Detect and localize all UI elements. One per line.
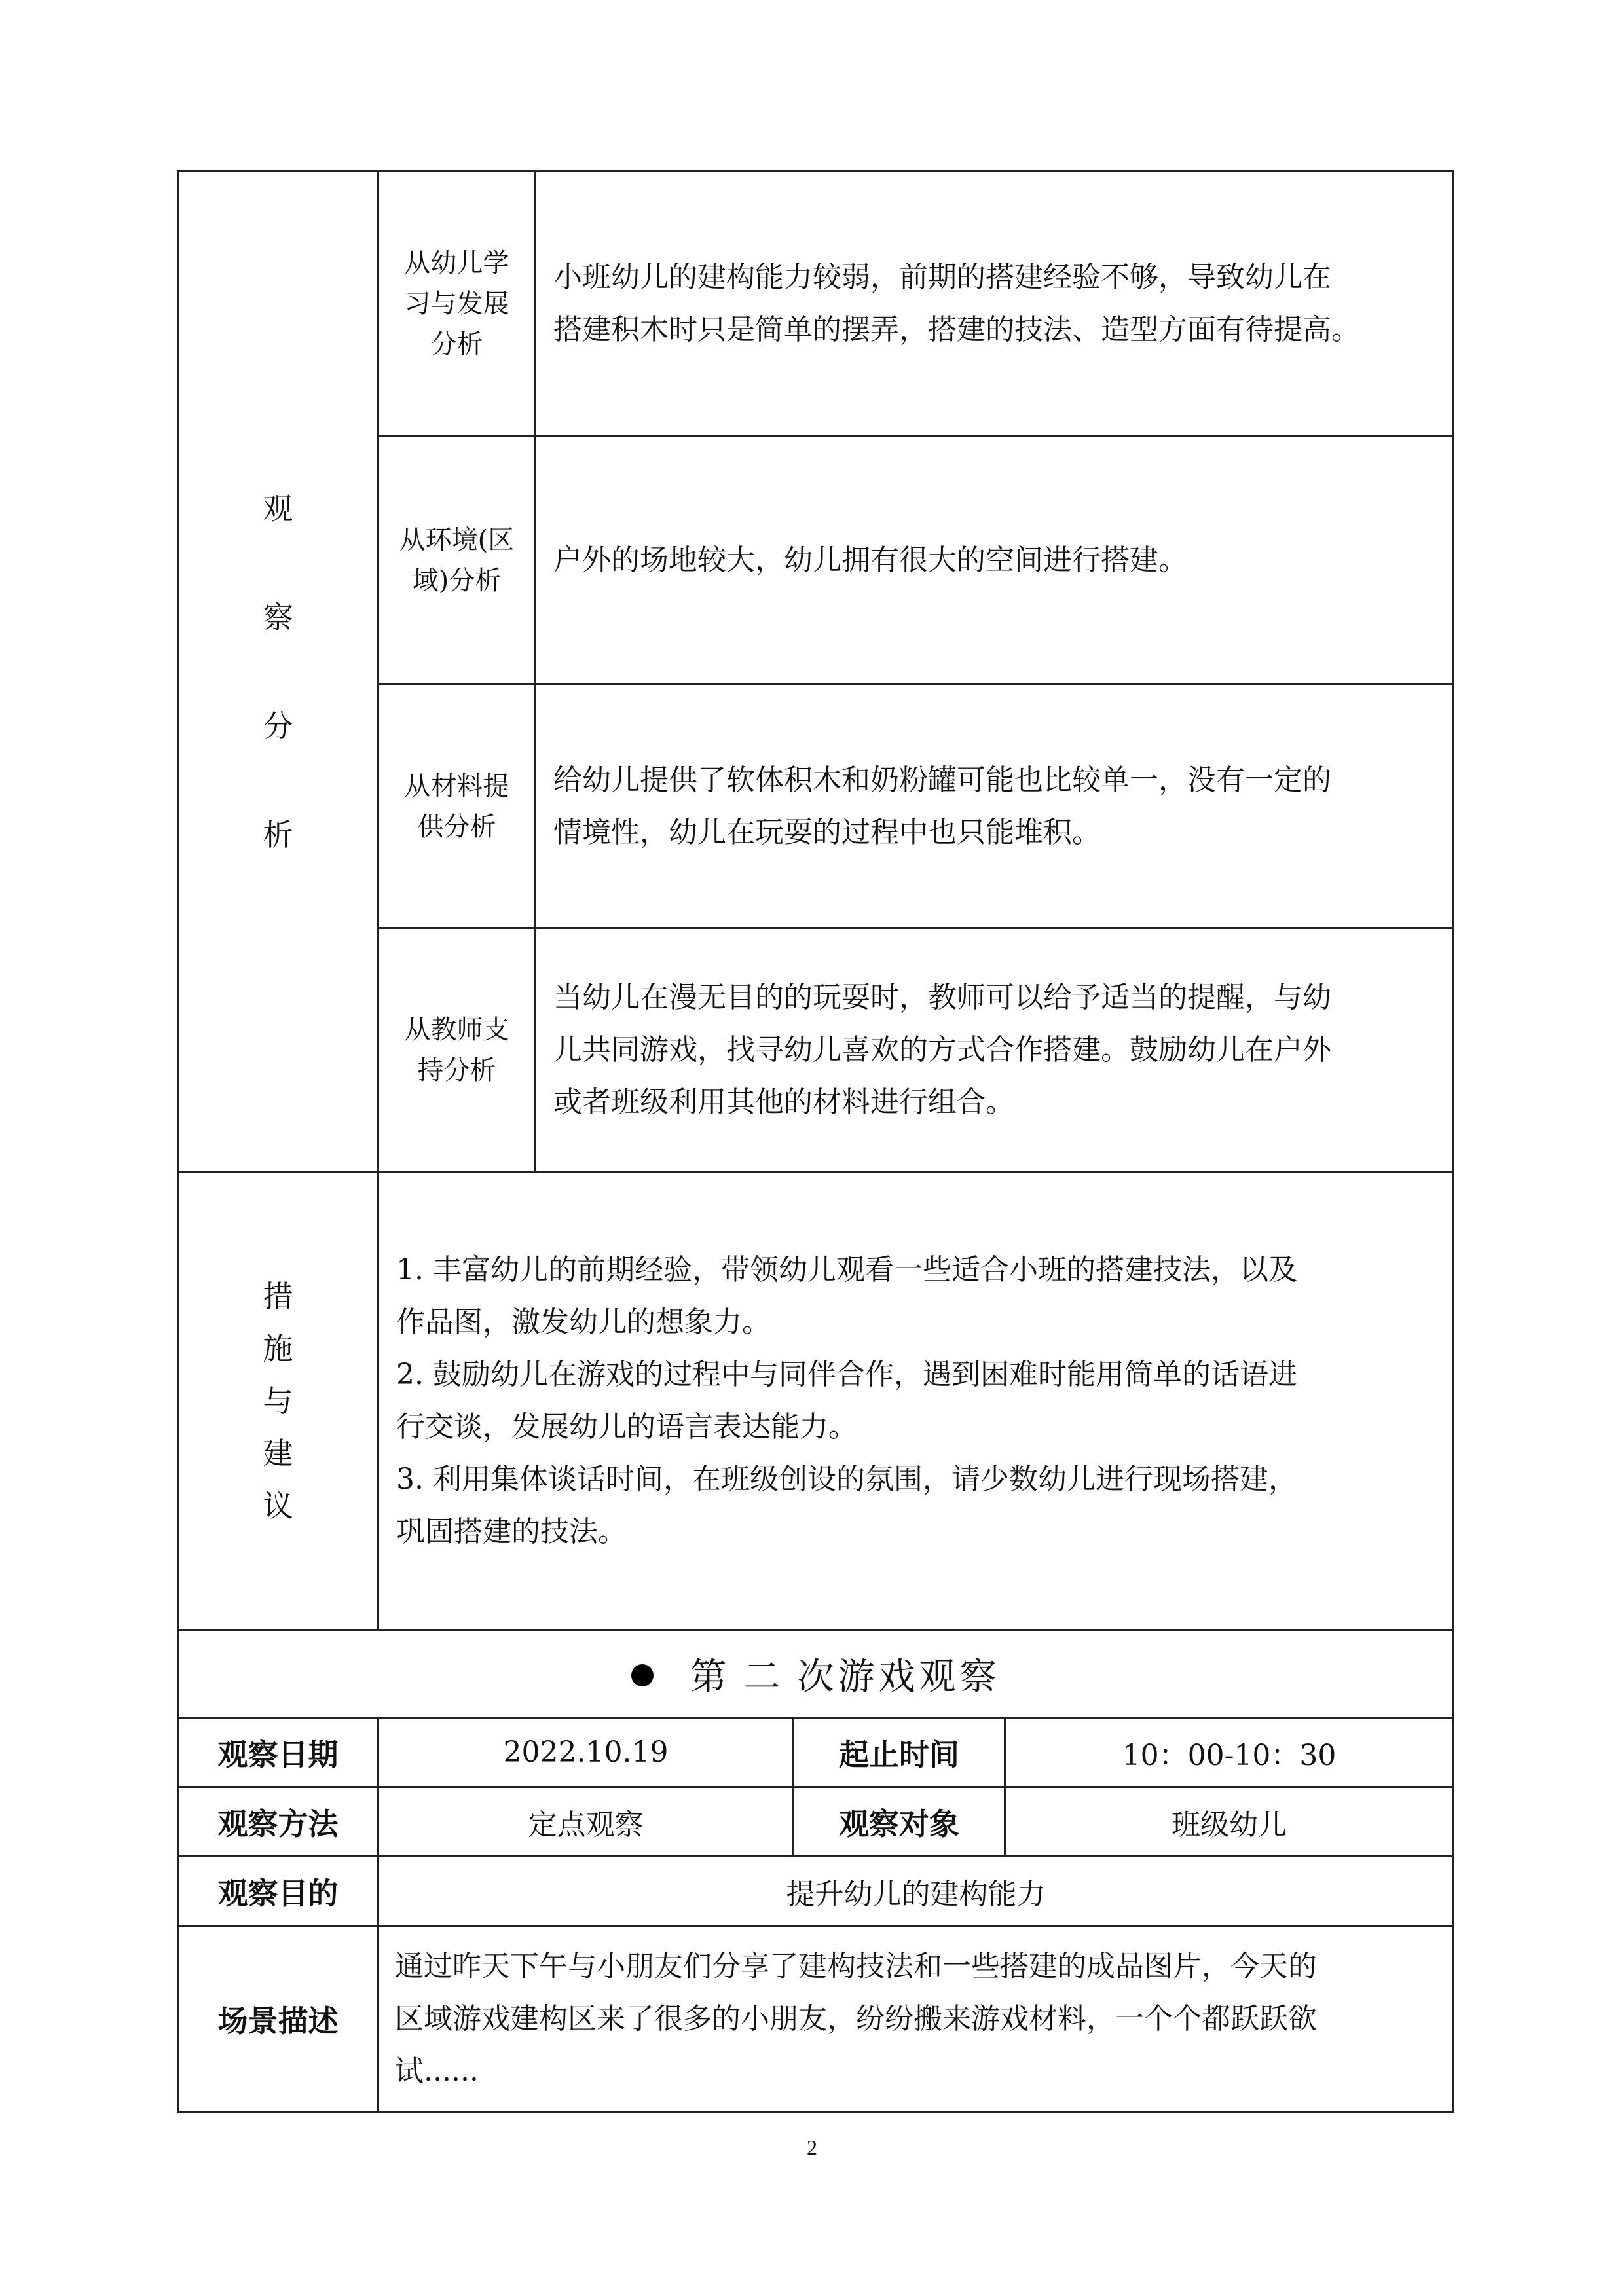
measures-char: 与 [263,1383,293,1419]
second-observation-title [178,1630,1454,1718]
observation-analysis-char: 察 [263,599,293,635]
scene-label: 场景描述 [178,1926,378,2112]
analysis-content-learning [536,172,1454,436]
content-line: 小班幼儿的建构能力较弱，前期的搭建经验不够，导致幼儿在 [553,260,1331,294]
method-label: 观察方法 [178,1787,378,1857]
label-line: 域)分析 [412,565,502,596]
title-part: 二 [743,1655,798,1698]
target-label: 观察对象 [794,1787,1005,1857]
purpose-value: 提升幼儿的建构能力 [378,1857,1454,1926]
analysis-label-learning [378,172,536,436]
label-line: 从材料提 [404,771,509,801]
analysis-content-teacher [536,928,1454,1172]
content-line: 户外的场地较大，幼儿拥有很大的空间进行搭建。 [553,543,1187,577]
measures-char: 议 [263,1487,293,1523]
title-part: 第 [690,1655,744,1698]
label-line: 从幼儿学 [404,247,509,278]
analysis-label-teacher [378,928,536,1172]
content-line: 当幼儿在漫无目的的玩耍时，教师可以给予适当的提醒，与幼 [553,980,1331,1014]
analysis-content-materials [536,685,1454,928]
purpose-label: 观察目的 [178,1857,378,1926]
scene-line: 试...... [395,2054,479,2088]
scene-content [378,1926,1454,2112]
page-number: 2 [807,2136,817,2159]
title-part: 次游戏观察 [797,1655,1001,1698]
measures-label [178,1172,378,1630]
measures-char: 施 [263,1330,293,1366]
measures-content [378,1172,1454,1630]
bullet-icon [631,1664,654,1686]
label-line: 分析 [430,329,483,359]
time-value: 10：00-10：30 [1005,1718,1454,1787]
scene-line: 通过昨天下午与小朋友们分享了建构技法和一些搭建的成品图片，今天的 [395,1949,1317,1983]
date-value: 2022.10.19 [378,1718,794,1787]
measure-line: 1. 丰富幼儿的前期经验，带领幼儿观看一些适合小班的搭建技法，以及 [396,1252,1297,1286]
method-value: 定点观察 [378,1787,794,1857]
content-line: 或者班级利用其他的材料进行组合。 [553,1085,1014,1119]
label-line: 习与发展 [404,288,509,319]
label-line: 从教师支 [404,1014,509,1045]
analysis-label-environment [378,436,536,685]
observation-analysis-char: 观 [263,490,293,526]
content-line: 给幼儿提供了软体积木和奶粉罐可能也比较单一，没有一定的 [553,763,1331,797]
analysis-label-materials [378,685,536,928]
measure-line: 作品图，激发幼儿的想象力。 [396,1305,771,1339]
observation-analysis-char: 析 [263,816,293,852]
measure-line: 行交谈，发展幼儿的语言表达能力。 [396,1410,857,1444]
content-line: 搭建积木时只是简单的摆弄，搭建的技法、造型方面有待提高。 [553,312,1360,346]
label-line: 从环境(区 [399,524,515,555]
scene-line: 区域游戏建构区来了很多的小朋友，纷纷搬来游戏材料，一个个都跃跃欲 [395,2001,1317,2035]
observation-analysis-char: 分 [263,708,293,744]
measures-char: 建 [263,1435,293,1471]
date-label: 观察日期 [178,1718,378,1787]
target-value: 班级幼儿 [1005,1787,1454,1857]
label-line: 供分析 [417,811,496,842]
observation-analysis-label [178,172,378,1172]
analysis-content-environment [536,436,1454,685]
observation-record-table [177,170,1454,2113]
measure-line: 2. 鼓励幼儿在游戏的过程中与同伴合作，遇到困难时能用简单的话语进 [396,1357,1297,1391]
time-label: 起止时间 [794,1718,1005,1787]
measure-line: 3. 利用集体谈话时间，在班级创设的氛围，请少数幼儿进行现场搭建， [396,1462,1297,1496]
measures-char: 措 [263,1278,293,1314]
measure-line: 巩固搭建的技法。 [396,1514,627,1548]
content-line: 情境性，幼儿在玩耍的过程中也只能堆积。 [553,815,1101,849]
content-line: 儿共同游戏，找寻幼儿喜欢的方式合作搭建。鼓励幼儿在户外 [553,1032,1331,1066]
label-line: 持分析 [417,1055,496,1085]
